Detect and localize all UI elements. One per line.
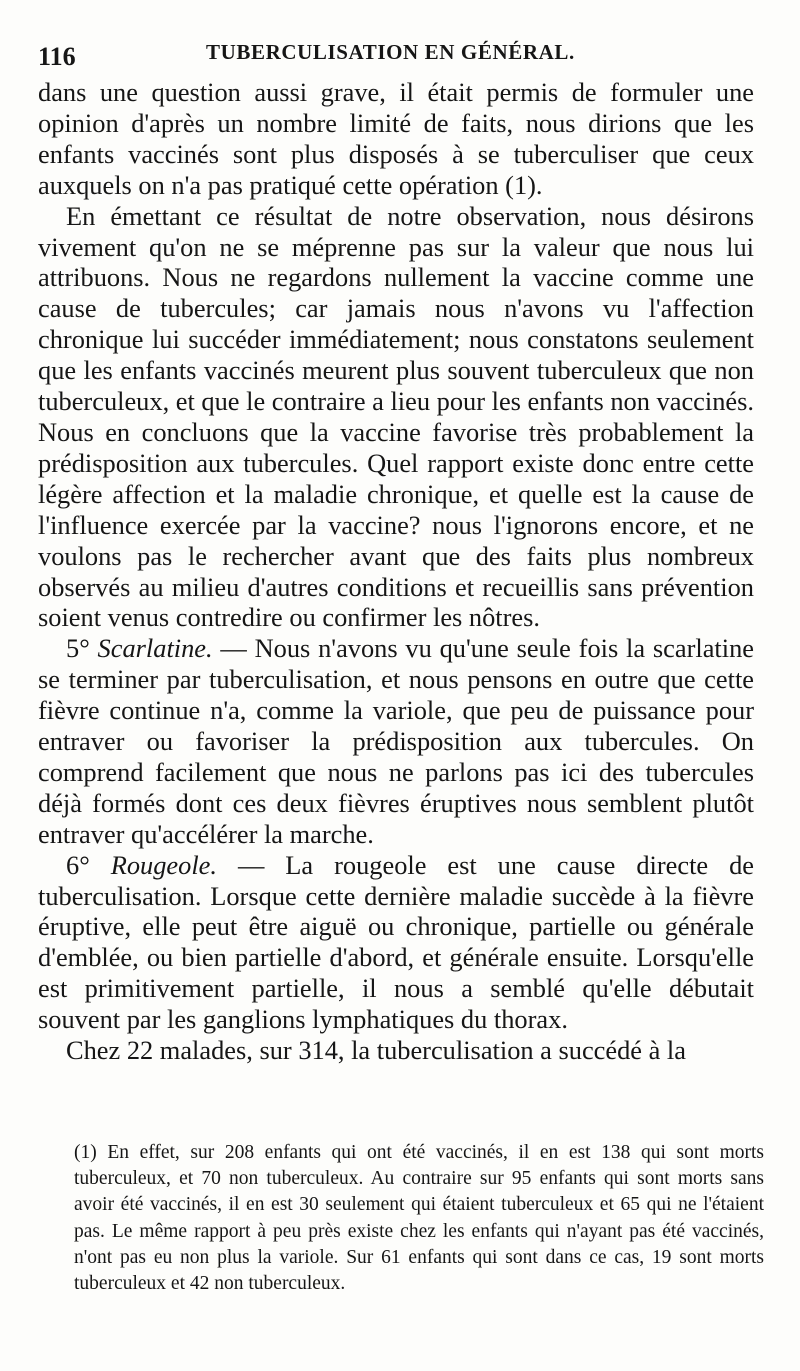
section-number: 5°	[66, 633, 90, 664]
running-title: TUBERCULISATION EN GÉNÉRAL.	[206, 40, 575, 64]
footnotes	[74, 1140, 764, 1297]
paragraph-continuation: dans une question aussi grave, il était permis de formuler une opinion d'après un nombre limité de faits, nous dirions que les enfants vaccinés sont plus disposés à se tuberculiser que ceux auxquels on n'a pas pratiqué cette opération (1).	[38, 77, 754, 200]
footnote-1: (1) En effet, sur 208 enfants qui ont été vaccinés, il en est 138 qui sont morts tuberculeux, et 70 non tuberculeux. Au contraire sur 95 enfants qui sont morts sans avoir été vaccinés, il en est 30 seulement qui étaient tuberculeux et 65 qui ne l'étaient pas. Le même rapport à peu près existe chez les enfants qui n'ayant pas été vaccinés, n'ont pas eu non plus la variole. Sur 61 enfants qui sont dans ce cas, 19 sont morts tuberculeux et 42 non tuberculeux.	[74, 1142, 764, 1295]
paragraph-scarlatine	[38, 633, 754, 849]
section-title-rougeole: Rougeole.	[110, 849, 217, 880]
page-header	[38, 36, 758, 80]
paragraph-observation: En émettant ce résultat de notre observation, nous désirons vivement qu'on ne se méprenne pas sur la valeur que nous lui attribuons. Nous ne regardons nullement la vaccine comme une cause de tubercules; car jamais nous n'avons vu l'affection chronique lui succéder immédiatement; nous constatons seulement que les enfants vaccinés meurent plus souvent tuberculeux que non tuberculeux, et que le contraire a lieu pour les enfants non vaccinés. Nous en concluons que la vaccine favorise très probablement la prédisposition aux tubercules. Quel rapport existe donc entre cette légère affection et la maladie chronique, et quelle est la cause de l'influence exercée par la vaccine? nous l'ignorons encore, et ne voulons pas le rechercher avant que des faits plus nombreux observés au milieu d'autres conditions et recueillis sans prévention soient venus contredire ou confirmer les nôtres.	[38, 200, 754, 633]
paragraph-rougeole-text: — La rougeole est une cause directe de tuberculisation. Lorsque cette dernière maladie succède à la fièvre éruptive, elle peut être aiguë ou chronique, partielle ou générale d'emblée, ou bien partielle d'abord, et générale ensuite. Lorsqu'elle est primitivement partielle, il nous a semblé qu'elle débutait souvent par les ganglions lymphatiques du thorax.	[38, 849, 754, 1035]
page-number: 116	[38, 42, 76, 71]
paragraph-rougeole	[38, 850, 754, 1035]
section-title-scarlatine: Scarlatine.	[97, 633, 213, 664]
body-text	[38, 77, 754, 1066]
paragraph-malades: Chez 22 malades, sur 314, la tuberculisation a succédé à la	[66, 1035, 686, 1066]
section-number: 6°	[66, 849, 90, 880]
paragraph-scarlatine-text: — Nous n'avons vu qu'une seule fois la scarlatine se terminer par tuberculisation, et nous pensons en outre que cette fièvre continue n'a, comme la variole, que peu de puissance pour entraver ou favoriser la prédisposition aux tubercules. On comprend facilement que nous ne parlons pas ici des tubercules déjà formés dont ces deux fièvres éruptives nous semblent plutôt entraver qu'accélérer la marche.	[38, 633, 754, 849]
